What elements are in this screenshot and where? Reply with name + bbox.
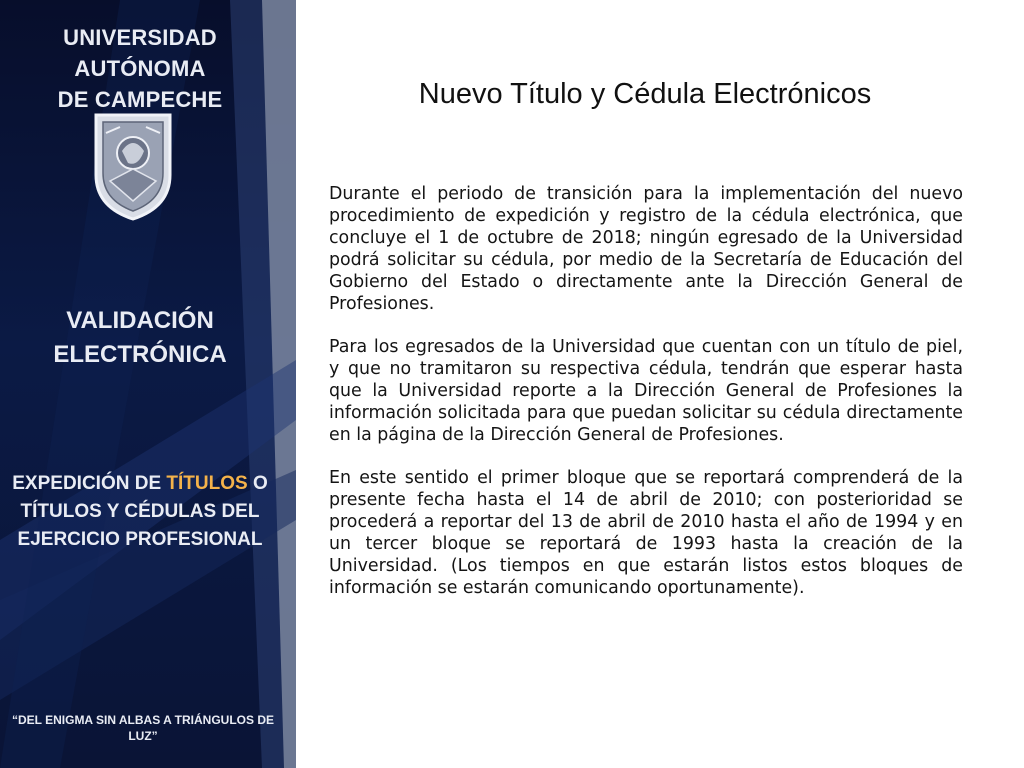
university-name-line2: DE CAMPECHE (57, 87, 223, 112)
university-name (0, 22, 280, 115)
service-line3: EJERCICIO PROFESIONAL (17, 529, 263, 550)
section-heading-line1: VALIDACIÓN (66, 307, 214, 334)
university-motto: “DEL ENIGMA SIN ALBAS A TRIÁNGULOS DE LUZ” (11, 713, 274, 743)
service-description (10, 470, 270, 554)
content-body (329, 183, 963, 620)
paragraph: Para los egresados de la Universidad que cuentan con un título de piel, y que no tramitaron su respectiva cédula, tendrán que esperar hasta que la Universidad reporte a la Dirección General de Profesiones la información solicitada para que puedan solicitar su cédula directamente en la página de la Dirección General de Profesiones. (329, 337, 963, 445)
paragraph: En este sentido el primer bloque que se reportará comprenderá de la presente fecha hasta el 14 de abril de 2010; con posterioridad se procederá a reportar del 13 de abril de 2010 hasta el año de 1994 y en un tercer bloque se reportará de 1993 hasta la creación de la Universidad. (Los tiempos en que estarán listos estos bloques de información se estarán comunicando oportunamente). (329, 468, 963, 598)
section-heading (0, 304, 280, 372)
paragraph: Durante el periodo de transición para la implementación del nuevo procedimiento de expedición y registro de la cédula electrónica, que concluye el 1 de octubre de 2018; ningún egresado de la Universidad podrá solicitar su cédula, por medio de la Secretaría de Educación del Gobierno del Estado o directamente ante la Dirección General de Profesiones. (329, 184, 963, 314)
university-name-line1: UNIVERSIDAD AUTÓNOMA (63, 25, 217, 81)
university-crest-icon (92, 111, 174, 223)
section-heading-line2: ELECTRÓNICA (53, 341, 227, 368)
page-title: Nuevo Título y Cédula Electrónicos (418, 78, 872, 110)
highlighted-word: TÍTULOS (166, 473, 248, 494)
sidebar-panel (0, 0, 296, 768)
service-line1: EXPEDICIÓN DE TÍTULOS O (12, 473, 268, 494)
service-line2: TÍTULOS Y CÉDULAS DEL (20, 501, 260, 522)
